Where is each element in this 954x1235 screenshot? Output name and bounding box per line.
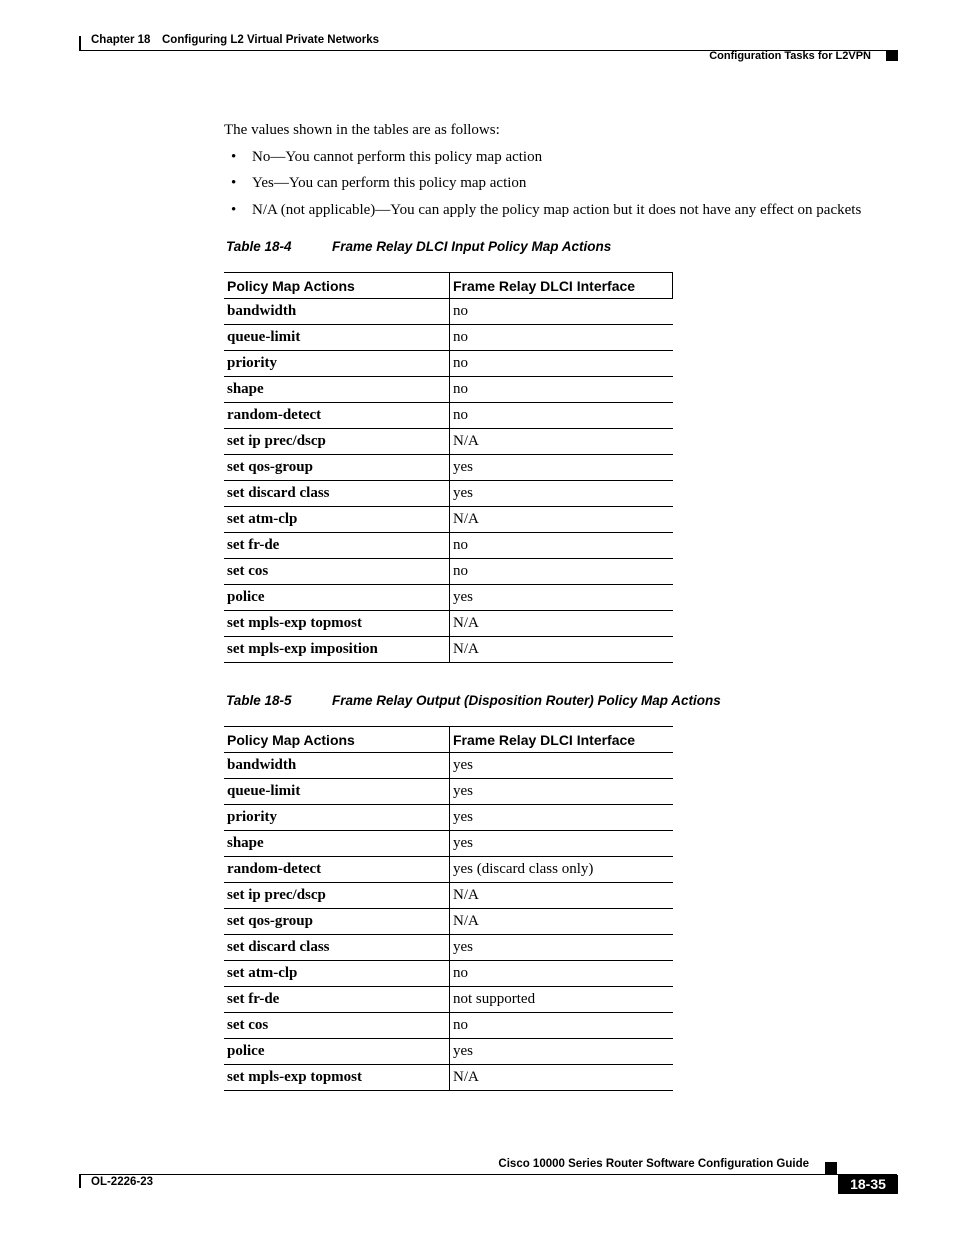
table-row: [224, 403, 673, 429]
page-number: 18-35: [838, 1175, 898, 1194]
table-row: [224, 533, 673, 559]
policy-action-cell: queue-limit: [224, 325, 450, 351]
policy-action-cell: set ip prec/dscp: [224, 429, 450, 455]
interface-support-cell: yes: [450, 481, 673, 507]
bullet-text: Yes—You can perform this policy map action: [252, 175, 527, 191]
table1: [224, 272, 673, 663]
bullet-item: [231, 175, 526, 192]
policy-action-cell: set mpls-exp topmost: [224, 1065, 450, 1091]
interface-support-cell: N/A: [450, 507, 673, 533]
footer-marker-block: [825, 1162, 837, 1174]
table-row: [224, 507, 673, 533]
policy-action-cell: set cos: [224, 1013, 450, 1039]
interface-support-cell: N/A: [450, 909, 674, 935]
column-header-interface: Frame Relay DLCI Interface: [450, 727, 674, 753]
table-row: [224, 935, 673, 961]
table-row: [224, 377, 673, 403]
header-marker-block: [886, 50, 898, 61]
interface-support-cell: N/A: [450, 637, 673, 663]
footer-rule: [79, 1174, 897, 1175]
table-row: [224, 559, 673, 585]
policy-action-cell: random-detect: [224, 857, 450, 883]
bullet-dot: •: [231, 149, 237, 165]
interface-support-cell: yes: [450, 779, 674, 805]
interface-support-cell: no: [450, 299, 673, 325]
table1-number: Table 18-4: [226, 239, 292, 254]
policy-action-cell: set discard class: [224, 935, 450, 961]
policy-action-cell: priority: [224, 805, 450, 831]
table1-title: Frame Relay DLCI Input Policy Map Actions: [332, 239, 612, 254]
table-row: [224, 325, 673, 351]
table-row: [224, 429, 673, 455]
policy-action-cell: set mpls-exp imposition: [224, 637, 450, 663]
header-chapter-label: Chapter 18: [91, 34, 151, 46]
column-header-interface: Frame Relay DLCI Interface: [450, 273, 673, 299]
table1-caption: [226, 239, 611, 254]
interface-support-cell: yes: [450, 585, 673, 611]
table-row: [224, 857, 673, 883]
interface-support-cell: yes (discard class only): [450, 857, 674, 883]
policy-action-cell: set fr-de: [224, 533, 450, 559]
table-row: [224, 753, 673, 779]
policy-action-cell: bandwidth: [224, 299, 450, 325]
policy-action-cell: set fr-de: [224, 987, 450, 1013]
interface-support-cell: no: [450, 961, 674, 987]
interface-support-cell: yes: [450, 753, 674, 779]
intro-paragraph: The values shown in the tables are as follows:: [224, 122, 500, 138]
table2: [224, 726, 673, 1091]
bullet-item: [231, 149, 542, 166]
policy-action-cell: set qos-group: [224, 909, 450, 935]
policy-action-cell: set mpls-exp topmost: [224, 611, 450, 637]
bullet-item: [231, 202, 861, 219]
table2-title: Frame Relay Output (Disposition Router) Policy Map Actions: [332, 693, 721, 708]
interface-support-cell: no: [450, 351, 673, 377]
policy-action-cell: random-detect: [224, 403, 450, 429]
table-row: [224, 961, 673, 987]
table2-caption: [226, 693, 721, 708]
interface-support-cell: no: [450, 559, 673, 585]
header-chapter-title: Configuring L2 Virtual Private Networks: [162, 34, 380, 46]
interface-support-cell: yes: [450, 455, 673, 481]
footer-guide-title: Cisco 10000 Series Router Software Configuration Guide: [498, 1158, 809, 1170]
footer-doc-number: OL-2226-23: [91, 1176, 154, 1188]
table1-body: [224, 299, 673, 663]
table-row: [224, 299, 673, 325]
table-row: [224, 455, 673, 481]
policy-action-cell: police: [224, 1039, 450, 1065]
table-row: [224, 1065, 673, 1091]
header-section-title: Configuration Tasks for L2VPN: [709, 50, 871, 62]
table-row: [224, 987, 673, 1013]
policy-action-cell: set atm-clp: [224, 507, 450, 533]
table-row: [224, 637, 673, 663]
policy-action-cell: queue-limit: [224, 779, 450, 805]
table-header-row: [224, 727, 673, 753]
interface-support-cell: no: [450, 533, 673, 559]
bullet-dot: •: [231, 202, 237, 218]
table-row: [224, 481, 673, 507]
table2-body: [224, 753, 673, 1091]
header-left-bar: [79, 36, 81, 51]
policy-action-cell: set atm-clp: [224, 961, 450, 987]
interface-support-cell: no: [450, 403, 673, 429]
table-row: [224, 1013, 673, 1039]
policy-action-cell: shape: [224, 377, 450, 403]
interface-support-cell: N/A: [450, 883, 674, 909]
table-row: [224, 831, 673, 857]
table-header-row: [224, 273, 673, 299]
table2-number: Table 18-5: [226, 693, 292, 708]
column-header-action: Policy Map Actions: [224, 273, 450, 299]
bullet-text: N/A (not applicable)—You can apply the policy map action but it does not have any effect on packets: [252, 202, 862, 218]
table-row: [224, 779, 673, 805]
interface-support-cell: N/A: [450, 429, 673, 455]
interface-support-cell: yes: [450, 935, 674, 961]
policy-action-cell: set ip prec/dscp: [224, 883, 450, 909]
policy-action-cell: priority: [224, 351, 450, 377]
column-header-action: Policy Map Actions: [224, 727, 450, 753]
interface-support-cell: no: [450, 325, 673, 351]
interface-support-cell: N/A: [450, 1065, 674, 1091]
table-row: [224, 805, 673, 831]
table-row: [224, 585, 673, 611]
footer-left-bar: [79, 1174, 81, 1188]
policy-action-cell: set cos: [224, 559, 450, 585]
interface-support-cell: yes: [450, 805, 674, 831]
table-row: [224, 883, 673, 909]
bullet-dot: •: [231, 175, 237, 191]
policy-action-cell: shape: [224, 831, 450, 857]
interface-support-cell: no: [450, 377, 673, 403]
bullet-text: No—You cannot perform this policy map action: [252, 149, 543, 165]
policy-action-cell: police: [224, 585, 450, 611]
interface-support-cell: yes: [450, 1039, 674, 1065]
policy-action-cell: set discard class: [224, 481, 450, 507]
interface-support-cell: N/A: [450, 611, 673, 637]
interface-support-cell: not supported: [450, 987, 674, 1013]
interface-support-cell: no: [450, 1013, 674, 1039]
table-row: [224, 611, 673, 637]
policy-action-cell: set qos-group: [224, 455, 450, 481]
interface-support-cell: yes: [450, 831, 674, 857]
table-row: [224, 1039, 673, 1065]
policy-action-cell: bandwidth: [224, 753, 450, 779]
table-row: [224, 351, 673, 377]
table-row: [224, 909, 673, 935]
